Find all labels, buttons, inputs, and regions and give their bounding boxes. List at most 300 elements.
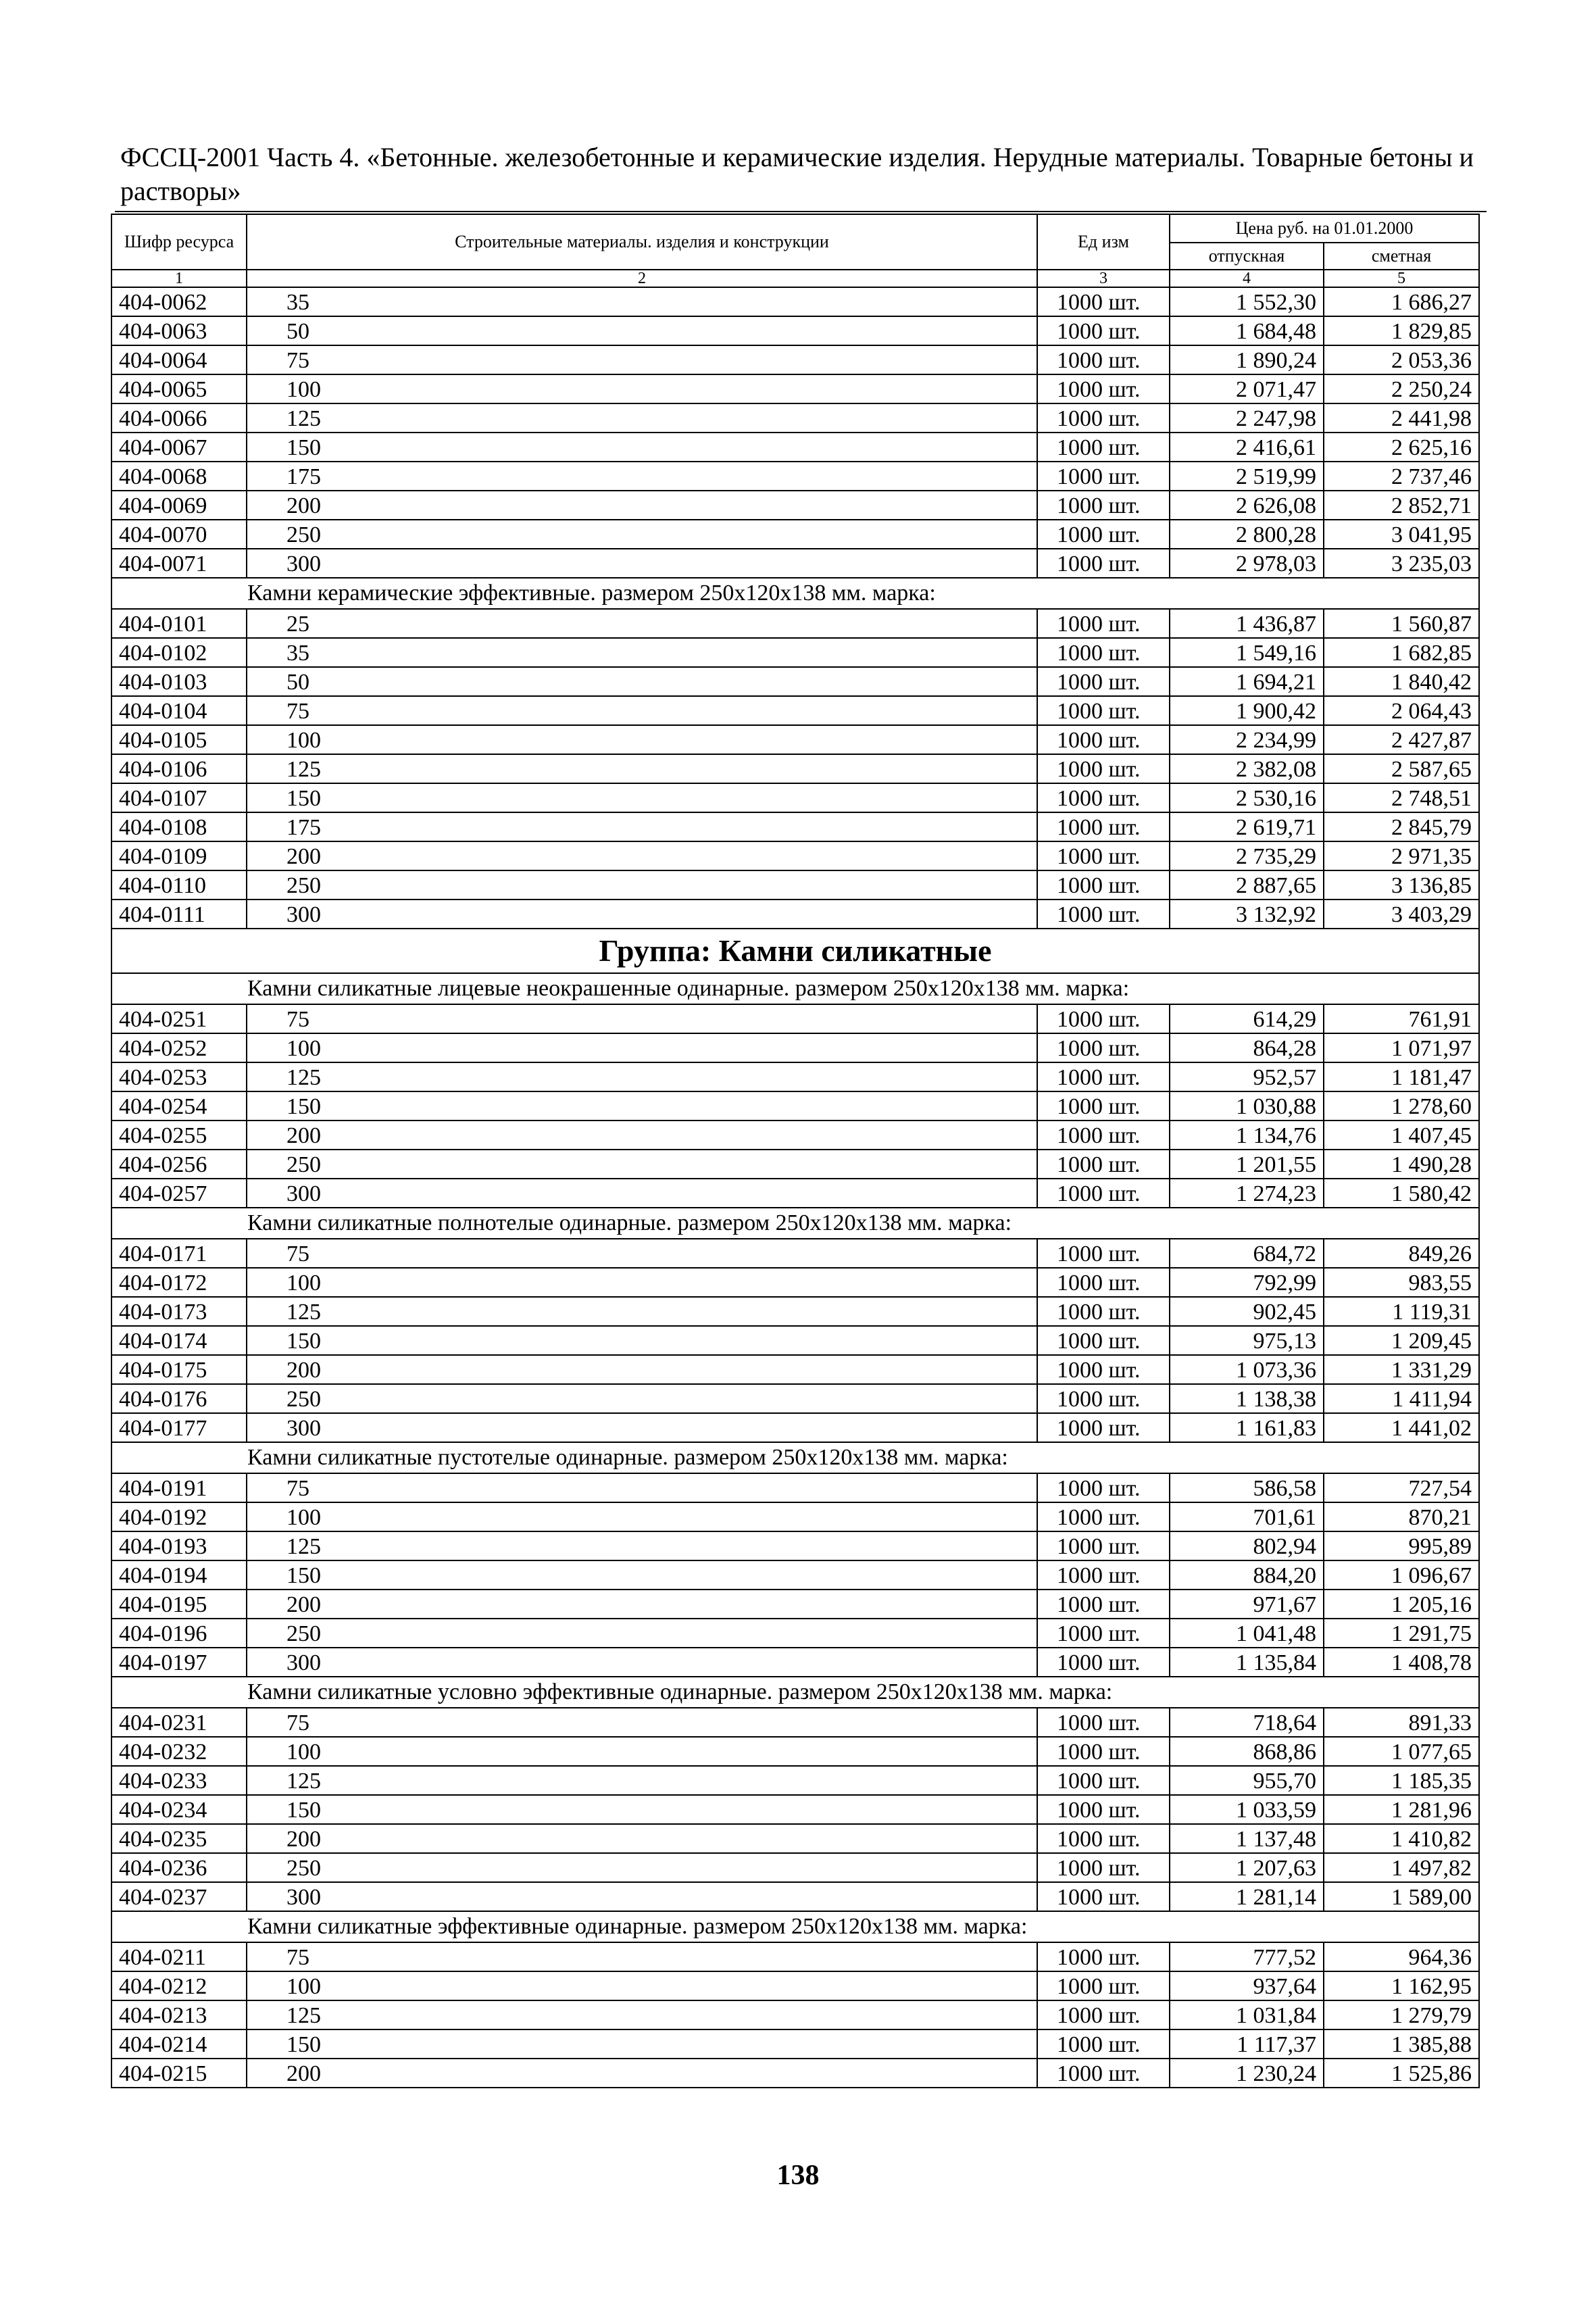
table-row xyxy=(111,1648,1479,1677)
estimate-price: 2 845,79 xyxy=(1324,812,1479,841)
resource-code: 404-0101 xyxy=(111,609,247,638)
subsection-heading: Камни силикатные эффективные одинарные. размером 250х120х138 мм. марка: xyxy=(111,1911,1479,1942)
table-row xyxy=(111,667,1479,696)
unit: 1000 шт. xyxy=(1037,1297,1170,1326)
unit: 1000 шт. xyxy=(1037,1531,1170,1560)
unit: 1000 шт. xyxy=(1037,1326,1170,1355)
release-price: 1 694,21 xyxy=(1170,667,1324,696)
unit: 1000 шт. xyxy=(1037,696,1170,725)
release-price: 2 234,99 xyxy=(1170,725,1324,754)
grade: 25 xyxy=(247,609,1037,638)
table-row xyxy=(111,754,1479,783)
estimate-price: 1 840,42 xyxy=(1324,667,1479,696)
release-price: 1 549,16 xyxy=(1170,638,1324,667)
group-heading-row xyxy=(111,929,1479,973)
unit: 1000 шт. xyxy=(1037,2000,1170,2029)
grade: 200 xyxy=(247,1121,1037,1150)
table-row xyxy=(111,1062,1479,1091)
release-price: 952,57 xyxy=(1170,1062,1324,1091)
release-price: 777,52 xyxy=(1170,1942,1324,1971)
estimate-price: 2 852,71 xyxy=(1324,491,1479,520)
grade: 125 xyxy=(247,2000,1037,2029)
grade: 100 xyxy=(247,1502,1037,1531)
estimate-price: 1 162,95 xyxy=(1324,1971,1479,2000)
table-row xyxy=(111,696,1479,725)
estimate-price: 1 410,82 xyxy=(1324,1824,1479,1853)
unit: 1000 шт. xyxy=(1037,1824,1170,1853)
resource-code: 404-0191 xyxy=(111,1473,247,1502)
estimate-price: 1 525,86 xyxy=(1324,2059,1479,2088)
table-row xyxy=(111,1824,1479,1853)
grade: 50 xyxy=(247,667,1037,696)
table-row xyxy=(111,841,1479,870)
resource-code: 404-0213 xyxy=(111,2000,247,2029)
estimate-price: 1 682,85 xyxy=(1324,638,1479,667)
table-row xyxy=(111,900,1479,929)
table-row xyxy=(111,1590,1479,1619)
resource-code: 404-0194 xyxy=(111,1560,247,1590)
unit: 1000 шт. xyxy=(1037,491,1170,520)
resource-code: 404-0215 xyxy=(111,2059,247,2088)
unit: 1000 шт. xyxy=(1037,1737,1170,1766)
release-price: 1 201,55 xyxy=(1170,1150,1324,1179)
release-price: 884,20 xyxy=(1170,1560,1324,1590)
grade: 125 xyxy=(247,754,1037,783)
estimate-price: 1 205,16 xyxy=(1324,1590,1479,1619)
release-price: 2 619,71 xyxy=(1170,812,1324,841)
grade: 150 xyxy=(247,433,1037,462)
estimate-price: 3 403,29 xyxy=(1324,900,1479,929)
resource-code: 404-0069 xyxy=(111,491,247,520)
grade: 300 xyxy=(247,1413,1037,1442)
unit: 1000 шт. xyxy=(1037,287,1170,316)
estimate-price: 2 625,16 xyxy=(1324,433,1479,462)
estimate-price: 1 385,88 xyxy=(1324,2029,1479,2059)
release-price: 1 436,87 xyxy=(1170,609,1324,638)
table-row xyxy=(111,1150,1479,1179)
unit: 1000 шт. xyxy=(1037,1091,1170,1121)
unit: 1000 шт. xyxy=(1037,1355,1170,1384)
unit: 1000 шт. xyxy=(1037,1853,1170,1882)
grade: 150 xyxy=(247,783,1037,812)
resource-code: 404-0197 xyxy=(111,1648,247,1677)
release-price: 701,61 xyxy=(1170,1502,1324,1531)
table-row xyxy=(111,812,1479,841)
estimate-price: 1 071,97 xyxy=(1324,1033,1479,1062)
estimate-price: 1 077,65 xyxy=(1324,1737,1479,1766)
estimate-price: 1 686,27 xyxy=(1324,287,1479,316)
estimate-price: 1 407,45 xyxy=(1324,1121,1479,1150)
grade: 75 xyxy=(247,1942,1037,1971)
resource-code: 404-0252 xyxy=(111,1033,247,1062)
table-row xyxy=(111,520,1479,549)
release-price: 684,72 xyxy=(1170,1239,1324,1268)
subsection-heading: Камни керамические эффективные. размером 250х120х138 мм. марка: xyxy=(111,578,1479,609)
unit: 1000 шт. xyxy=(1037,1473,1170,1502)
table-row xyxy=(111,1795,1479,1824)
unit: 1000 шт. xyxy=(1037,1942,1170,1971)
table-row xyxy=(111,2000,1479,2029)
resource-code: 404-0109 xyxy=(111,841,247,870)
resource-code: 404-0253 xyxy=(111,1062,247,1091)
unit: 1000 шт. xyxy=(1037,841,1170,870)
unit: 1000 шт. xyxy=(1037,754,1170,783)
grade: 200 xyxy=(247,1824,1037,1853)
table-row xyxy=(111,1179,1479,1208)
estimate-price: 2 441,98 xyxy=(1324,403,1479,433)
release-price: 868,86 xyxy=(1170,1737,1324,1766)
estimate-price: 2 053,36 xyxy=(1324,345,1479,374)
release-price: 1 135,84 xyxy=(1170,1648,1324,1677)
resource-code: 404-0257 xyxy=(111,1179,247,1208)
resource-code: 404-0233 xyxy=(111,1766,247,1795)
estimate-price: 1 411,94 xyxy=(1324,1384,1479,1413)
release-price: 1 552,30 xyxy=(1170,287,1324,316)
resource-code: 404-0251 xyxy=(111,1004,247,1033)
table-row xyxy=(111,462,1479,491)
unit: 1000 шт. xyxy=(1037,667,1170,696)
subsection-heading-row xyxy=(111,1677,1479,1708)
estimate-price: 2 748,51 xyxy=(1324,783,1479,812)
unit: 1000 шт. xyxy=(1037,1268,1170,1297)
estimate-price: 2 250,24 xyxy=(1324,374,1479,403)
resource-code: 404-0196 xyxy=(111,1619,247,1648)
document-title: ФССЦ-2001 Часть 4. «Бетонные. железобетонные и керамические изделия. Нерудные материалы. Товарные бетоны и растворы» xyxy=(120,142,1474,206)
table-row xyxy=(111,345,1479,374)
resource-code: 404-0108 xyxy=(111,812,247,841)
resource-code: 404-0171 xyxy=(111,1239,247,1268)
table-row xyxy=(111,2029,1479,2059)
unit: 1000 шт. xyxy=(1037,900,1170,929)
title-rule xyxy=(115,211,1487,212)
release-price: 2 519,99 xyxy=(1170,462,1324,491)
table-row xyxy=(111,433,1479,462)
resource-code: 404-0256 xyxy=(111,1150,247,1179)
resource-code: 404-0070 xyxy=(111,520,247,549)
resource-code: 404-0236 xyxy=(111,1853,247,1882)
grade: 300 xyxy=(247,900,1037,929)
unit: 1000 шт. xyxy=(1037,433,1170,462)
resource-code: 404-0066 xyxy=(111,403,247,433)
table-row xyxy=(111,316,1479,345)
estimate-price: 1 291,75 xyxy=(1324,1619,1479,1648)
resource-code: 404-0255 xyxy=(111,1121,247,1150)
unit: 1000 шт. xyxy=(1037,2029,1170,2059)
unit: 1000 шт. xyxy=(1037,725,1170,754)
table-row xyxy=(111,287,1479,316)
release-price: 1 274,23 xyxy=(1170,1179,1324,1208)
release-price: 2 626,08 xyxy=(1170,491,1324,520)
subsection-heading: Камни силикатные полнотелые одинарные. размером 250х120х138 мм. марка: xyxy=(111,1208,1479,1239)
estimate-price: 1 560,87 xyxy=(1324,609,1479,638)
grade: 125 xyxy=(247,1531,1037,1560)
unit: 1000 шт. xyxy=(1037,1033,1170,1062)
grade: 250 xyxy=(247,1384,1037,1413)
grade: 75 xyxy=(247,1004,1037,1033)
release-price: 1 030,88 xyxy=(1170,1091,1324,1121)
estimate-price: 2 427,87 xyxy=(1324,725,1479,754)
table-row xyxy=(111,1473,1479,1502)
grade: 100 xyxy=(247,1033,1037,1062)
release-price: 1 900,42 xyxy=(1170,696,1324,725)
table-row xyxy=(111,374,1479,403)
estimate-price: 2 737,46 xyxy=(1324,462,1479,491)
unit: 1000 шт. xyxy=(1037,1150,1170,1179)
estimate-price: 870,21 xyxy=(1324,1502,1479,1531)
table-row xyxy=(111,1882,1479,1911)
table-row xyxy=(111,1971,1479,2000)
release-price: 1 033,59 xyxy=(1170,1795,1324,1824)
table-row xyxy=(111,1355,1479,1384)
estimate-price: 1 181,47 xyxy=(1324,1062,1479,1091)
resource-code: 404-0105 xyxy=(111,725,247,754)
unit: 1000 шт. xyxy=(1037,812,1170,841)
resource-code: 404-0234 xyxy=(111,1795,247,1824)
subsection-heading-row xyxy=(111,973,1479,1004)
unit: 1000 шт. xyxy=(1037,316,1170,345)
grade: 150 xyxy=(247,1795,1037,1824)
resource-code: 404-0174 xyxy=(111,1326,247,1355)
release-price: 2 416,61 xyxy=(1170,433,1324,462)
estimate-price: 1 408,78 xyxy=(1324,1648,1479,1677)
subsection-heading: Камни силикатные условно эффективные одинарные. размером 250х120х138 мм. марка: xyxy=(111,1677,1479,1708)
price-table-wrapper xyxy=(111,214,1478,2088)
resource-code: 404-0211 xyxy=(111,1942,247,1971)
grade: 35 xyxy=(247,287,1037,316)
column-number: 1 xyxy=(111,270,247,287)
release-price: 1 281,14 xyxy=(1170,1882,1324,1911)
estimate-price: 995,89 xyxy=(1324,1531,1479,1560)
grade: 75 xyxy=(247,1473,1037,1502)
table-row xyxy=(111,1560,1479,1590)
estimate-price: 1 185,35 xyxy=(1324,1766,1479,1795)
estimate-price: 761,91 xyxy=(1324,1004,1479,1033)
unit: 1000 шт. xyxy=(1037,1121,1170,1150)
resource-code: 404-0192 xyxy=(111,1502,247,1531)
unit: 1000 шт. xyxy=(1037,462,1170,491)
estimate-price: 1 497,82 xyxy=(1324,1853,1479,1882)
grade: 50 xyxy=(247,316,1037,345)
estimate-price: 1 279,79 xyxy=(1324,2000,1479,2029)
estimate-price: 3 235,03 xyxy=(1324,549,1479,578)
release-price: 937,64 xyxy=(1170,1971,1324,2000)
release-price: 2 382,08 xyxy=(1170,754,1324,783)
release-price: 3 132,92 xyxy=(1170,900,1324,929)
release-price: 902,45 xyxy=(1170,1297,1324,1326)
grade: 200 xyxy=(247,491,1037,520)
estimate-price: 3 041,95 xyxy=(1324,520,1479,549)
release-price: 1 137,48 xyxy=(1170,1824,1324,1853)
grade: 75 xyxy=(247,1708,1037,1737)
table-row xyxy=(111,638,1479,667)
header-price: Цена руб. на 01.01.2000 xyxy=(1170,214,1479,243)
resource-code: 404-0193 xyxy=(111,1531,247,1560)
table-row xyxy=(111,1121,1479,1150)
release-price: 1 073,36 xyxy=(1170,1355,1324,1384)
release-price: 1 207,63 xyxy=(1170,1853,1324,1882)
estimate-price: 727,54 xyxy=(1324,1473,1479,1502)
release-price: 586,58 xyxy=(1170,1473,1324,1502)
grade: 250 xyxy=(247,520,1037,549)
release-price: 2 247,98 xyxy=(1170,403,1324,433)
grade: 100 xyxy=(247,1737,1037,1766)
grade: 200 xyxy=(247,2059,1037,2088)
estimate-price: 1 589,00 xyxy=(1324,1882,1479,1911)
header-release-price: отпускная xyxy=(1170,243,1324,270)
unit: 1000 шт. xyxy=(1037,374,1170,403)
table-row xyxy=(111,1297,1479,1326)
table-row xyxy=(111,1531,1479,1560)
unit: 1000 шт. xyxy=(1037,1795,1170,1824)
release-price: 2 735,29 xyxy=(1170,841,1324,870)
table-row xyxy=(111,1384,1479,1413)
resource-code: 404-0175 xyxy=(111,1355,247,1384)
table-row xyxy=(111,725,1479,754)
table-row xyxy=(111,870,1479,900)
header-code: Шифр ресурса xyxy=(111,214,247,270)
header-name: Строительные материалы. изделия и конструкции xyxy=(247,214,1037,270)
subsection-heading-row xyxy=(111,1208,1479,1239)
grade: 250 xyxy=(247,1619,1037,1648)
resource-code: 404-0103 xyxy=(111,667,247,696)
grade: 125 xyxy=(247,1062,1037,1091)
estimate-price: 849,26 xyxy=(1324,1239,1479,1268)
grade: 75 xyxy=(247,345,1037,374)
unit: 1000 шт. xyxy=(1037,1413,1170,1442)
table-row xyxy=(111,1004,1479,1033)
release-price: 975,13 xyxy=(1170,1326,1324,1355)
column-number: 2 xyxy=(247,270,1037,287)
table-row xyxy=(111,1239,1479,1268)
unit: 1000 шт. xyxy=(1037,870,1170,900)
unit: 1000 шт. xyxy=(1037,1384,1170,1413)
estimate-price: 2 971,35 xyxy=(1324,841,1479,870)
estimate-price: 3 136,85 xyxy=(1324,870,1479,900)
grade: 250 xyxy=(247,870,1037,900)
resource-code: 404-0104 xyxy=(111,696,247,725)
release-price: 1 684,48 xyxy=(1170,316,1324,345)
release-price: 718,64 xyxy=(1170,1708,1324,1737)
resource-code: 404-0111 xyxy=(111,900,247,929)
table-row xyxy=(111,1853,1479,1882)
unit: 1000 шт. xyxy=(1037,403,1170,433)
resource-code: 404-0237 xyxy=(111,1882,247,1911)
unit: 1000 шт. xyxy=(1037,609,1170,638)
unit: 1000 шт. xyxy=(1037,1766,1170,1795)
release-price: 2 071,47 xyxy=(1170,374,1324,403)
grade: 200 xyxy=(247,1590,1037,1619)
unit: 1000 шт. xyxy=(1037,1502,1170,1531)
release-price: 1 230,24 xyxy=(1170,2059,1324,2088)
unit: 1000 шт. xyxy=(1037,345,1170,374)
resource-code: 404-0173 xyxy=(111,1297,247,1326)
grade: 175 xyxy=(247,462,1037,491)
release-price: 955,70 xyxy=(1170,1766,1324,1795)
release-price: 2 978,03 xyxy=(1170,549,1324,578)
release-price: 1 161,83 xyxy=(1170,1413,1324,1442)
table-row xyxy=(111,403,1479,433)
resource-code: 404-0177 xyxy=(111,1413,247,1442)
resource-code: 404-0063 xyxy=(111,316,247,345)
resource-code: 404-0254 xyxy=(111,1091,247,1121)
unit: 1000 шт. xyxy=(1037,1971,1170,2000)
estimate-price: 891,33 xyxy=(1324,1708,1479,1737)
release-price: 864,28 xyxy=(1170,1033,1324,1062)
grade: 75 xyxy=(247,696,1037,725)
release-price: 1 117,37 xyxy=(1170,2029,1324,2059)
unit: 1000 шт. xyxy=(1037,1882,1170,1911)
grade: 300 xyxy=(247,1882,1037,1911)
estimate-price: 1 490,28 xyxy=(1324,1150,1479,1179)
grade: 125 xyxy=(247,1297,1037,1326)
grade: 125 xyxy=(247,1766,1037,1795)
column-number: 3 xyxy=(1037,270,1170,287)
subsection-heading: Камни силикатные лицевые неокрашенные одинарные. размером 250х120х138 мм. марка: xyxy=(111,973,1479,1004)
resource-code: 404-0068 xyxy=(111,462,247,491)
page-number: 138 xyxy=(776,2160,820,2191)
release-price: 2 800,28 xyxy=(1170,520,1324,549)
table-row xyxy=(111,609,1479,638)
column-number: 4 xyxy=(1170,270,1324,287)
table-row xyxy=(111,1502,1479,1531)
table-row xyxy=(111,1737,1479,1766)
resource-code: 404-0212 xyxy=(111,1971,247,2000)
release-price: 614,29 xyxy=(1170,1004,1324,1033)
unit: 1000 шт. xyxy=(1037,783,1170,812)
unit: 1000 шт. xyxy=(1037,638,1170,667)
price-table xyxy=(111,214,1480,2088)
table-row xyxy=(111,1268,1479,1297)
table-row xyxy=(111,1766,1479,1795)
resource-code: 404-0107 xyxy=(111,783,247,812)
grade: 250 xyxy=(247,1150,1037,1179)
grade: 100 xyxy=(247,374,1037,403)
estimate-price: 1 331,29 xyxy=(1324,1355,1479,1384)
resource-code: 404-0064 xyxy=(111,345,247,374)
grade: 35 xyxy=(247,638,1037,667)
table-body xyxy=(111,287,1479,2088)
resource-code: 404-0062 xyxy=(111,287,247,316)
resource-code: 404-0067 xyxy=(111,433,247,462)
grade: 100 xyxy=(247,1971,1037,2000)
release-price: 1 134,76 xyxy=(1170,1121,1324,1150)
estimate-price: 1 829,85 xyxy=(1324,316,1479,345)
table-row xyxy=(111,783,1479,812)
release-price: 2 887,65 xyxy=(1170,870,1324,900)
subsection-heading-row xyxy=(111,1442,1479,1473)
column-number: 5 xyxy=(1324,270,1479,287)
grade: 200 xyxy=(247,1355,1037,1384)
release-price: 971,67 xyxy=(1170,1590,1324,1619)
release-price: 2 530,16 xyxy=(1170,783,1324,812)
grade: 150 xyxy=(247,1560,1037,1590)
grade: 150 xyxy=(247,2029,1037,2059)
grade: 100 xyxy=(247,1268,1037,1297)
unit: 1000 шт. xyxy=(1037,1619,1170,1648)
estimate-price: 1 209,45 xyxy=(1324,1326,1479,1355)
estimate-price: 1 119,31 xyxy=(1324,1297,1479,1326)
resource-code: 404-0071 xyxy=(111,549,247,578)
table-row xyxy=(111,1619,1479,1648)
release-price: 1 041,48 xyxy=(1170,1619,1324,1648)
unit: 1000 шт. xyxy=(1037,1590,1170,1619)
release-price: 802,94 xyxy=(1170,1531,1324,1560)
grade: 150 xyxy=(247,1326,1037,1355)
resource-code: 404-0232 xyxy=(111,1737,247,1766)
resource-code: 404-0065 xyxy=(111,374,247,403)
header-unit: Ед изм xyxy=(1037,214,1170,270)
estimate-price: 983,55 xyxy=(1324,1268,1479,1297)
